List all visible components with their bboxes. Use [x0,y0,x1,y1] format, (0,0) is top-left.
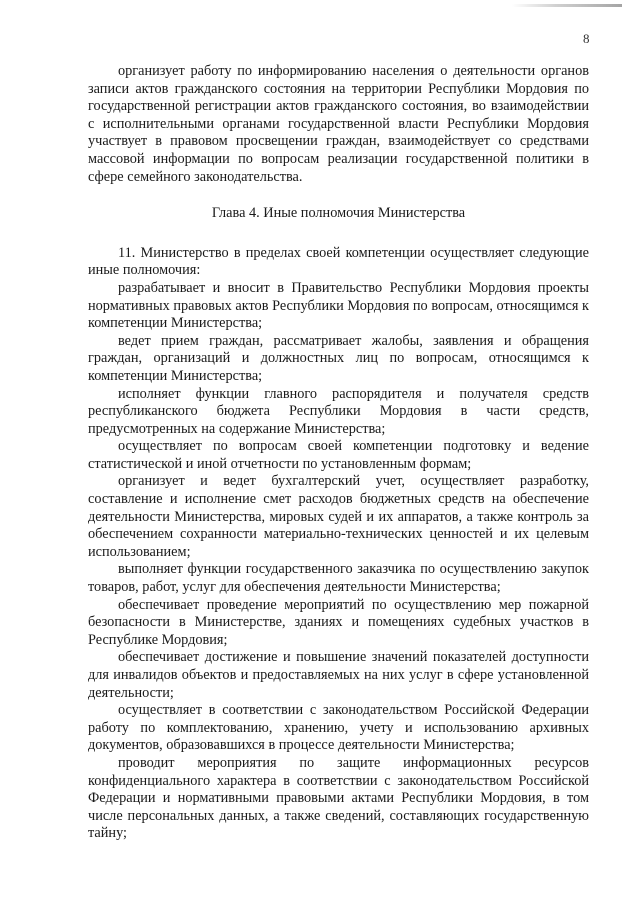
list-item: разрабатывает и вносит в Правительство Республики Мордовия проекты нормативных правовых актов Республики Мордовия по вопросам, относящимся к компетенции Министерства; [88,279,589,332]
intro-paragraph: организует работу по информированию населения о деятельности органов записи актов гражданского состояния на территории Республики Мордовия по государственной регистрации актов гражданского состояния, во взаимодействии с исполнительными органами государственной власти Республики Мордовия участвует в правовом просвещении граждан, взаимодействует со средствами массовой информации по вопросам реализации государственной политики в сфере семейного законодательства. [88,63,589,185]
scan-artifact [512,4,622,7]
list-item: осуществляет в соответствии с законодательством Российской Федерации работу по комплектованию, хранению, учету и использованию архивных документов, образовавшихся в процессе деятельности Министерства; [88,702,589,754]
page-number: 8 [583,31,590,46]
list-item: обеспечивает достижение и повышение значений показателей доступности для инвалидов объектов и предоставляемых на них услуг в сфере установленной деятельности; [88,649,589,701]
document-body [88,63,589,843]
list-item: осуществляет по вопросам своей компетенции подготовку и ведение статистической и иной отчетности по установленным формам; [88,438,589,472]
list-item: выполняет функции государственного заказчика по осуществлению закупок товаров, работ, услуг для обеспечения деятельности Министерства; [88,561,589,596]
list-item: проводит мероприятия по защите информационных ресурсов конфиденциального характера в соответствии с законодательством Российской Федерации и нормативными правовыми актами Республики Мордовия, в том числе персональных данных, а также сведений, составляющих государственную тайну; [88,754,589,842]
list-item: организует и ведет бухгалтерский учет, осуществляет разработку, составление и исполнение смет расходов бюджетных средств на обеспечение деятельности Министерства, мировых судей и их аппаратов, а также контроль за обеспечением сохранности материально-технических ценностей и их целевым использованием; [88,473,589,560]
list-item: исполняет функции главного распорядителя и получателя средств республиканского бюджета Республики Мордовия в части средств, предусмотренных на содержание Министерства; [88,385,589,437]
section-11-paragraph: 11. Министерство в пределах своей компетенции осуществляет следующие иные полномочия: [88,244,589,279]
list-item: ведет прием граждан, рассматривает жалобы, заявления и обращения граждан, организаций и должностных лиц по вопросам, относящимся к компетенции Министерства; [88,332,589,384]
list-item: обеспечивает проведение мероприятий по осуществлению мер пожарной безопасности в Министерстве, зданиях и помещениях судебных участков в Республике Мордовия; [88,596,589,648]
chapter-heading: Глава 4. Иные полномочия Министерства [211,205,466,222]
